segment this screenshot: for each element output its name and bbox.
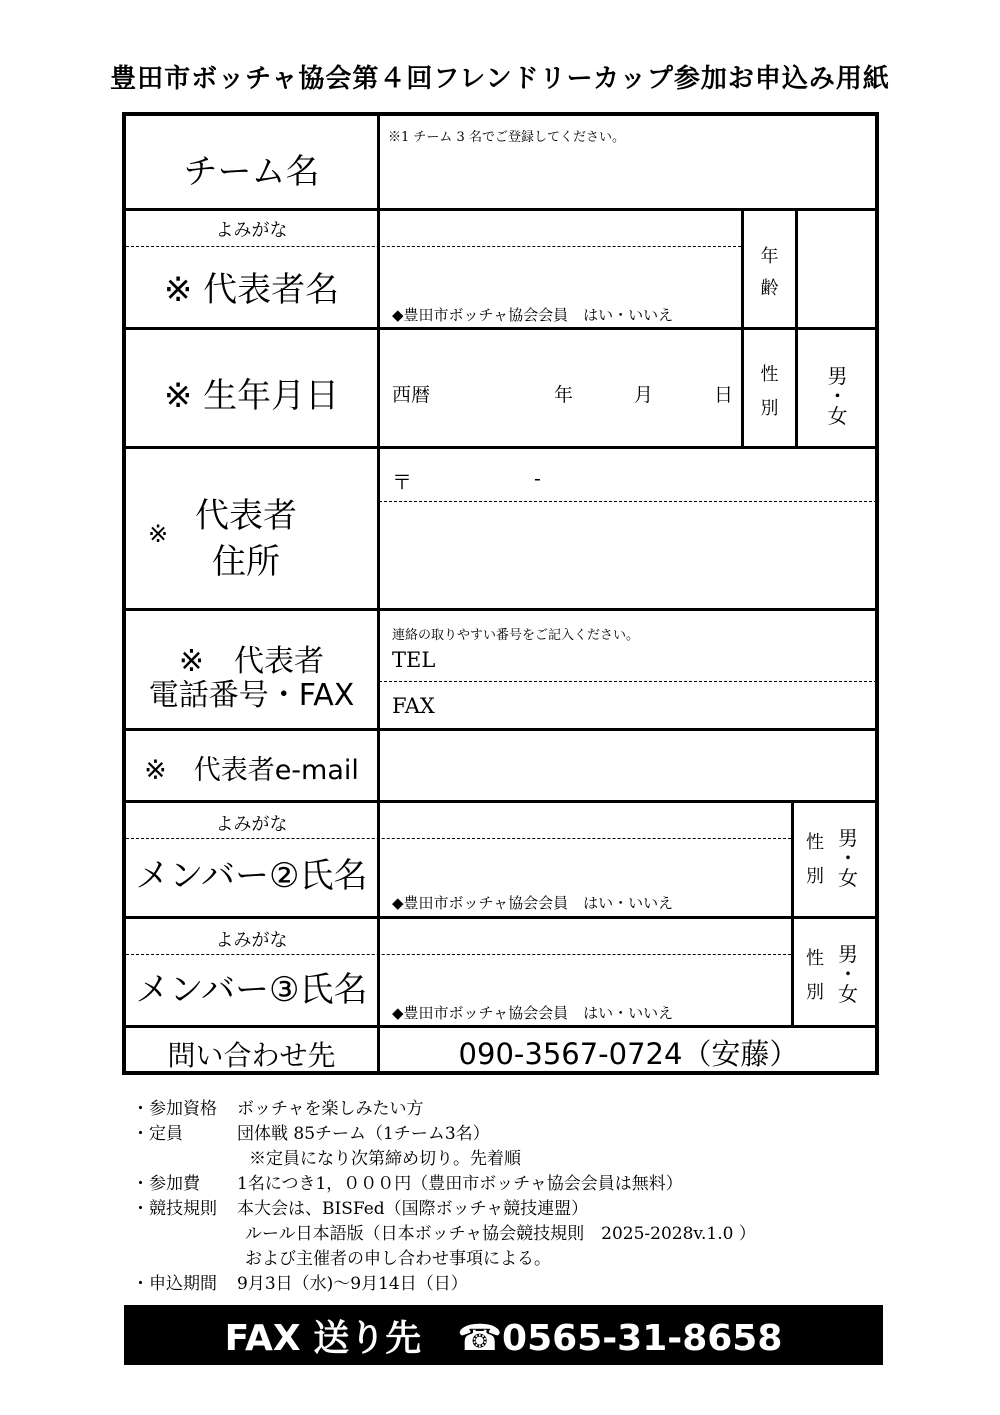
member2-sex-female: 女	[838, 866, 858, 890]
row-divider	[126, 800, 877, 803]
furigana-divider	[126, 246, 741, 247]
member2-furigana-label: よみがな	[215, 814, 288, 835]
row-divider	[126, 446, 877, 449]
contact-label: 問い合わせ先	[167, 1039, 336, 1072]
member2-name-label: メンバー②氏名	[135, 856, 368, 896]
member3-furigana-label: よみがな	[215, 930, 288, 951]
rep-membership-line: ◆豊田市ボッチャ協会会員 はい・いいえ	[392, 306, 674, 324]
info-line-capacity-note	[132, 1144, 521, 1169]
sex-dot-text: ・	[827, 384, 848, 408]
member2-sex-dot: ・	[838, 846, 858, 870]
phone-label-2: 電話番号・FAX	[148, 678, 355, 713]
info-key: ・参加資格	[132, 1099, 217, 1119]
rep-name-label: ※ 代表者名	[163, 270, 340, 310]
member3-sex-label-2: 別	[806, 982, 824, 1003]
info-key: ・競技規則	[132, 1199, 217, 1219]
column-divider	[377, 116, 380, 1073]
row-divider	[126, 327, 877, 330]
day-text: 日	[714, 384, 734, 406]
info-key: ・定員	[132, 1124, 183, 1144]
sex-label-2: 別	[760, 398, 779, 419]
info-line-rules-3	[132, 1244, 551, 1269]
address-label-2: 住所	[212, 542, 280, 582]
age-label-1: 年	[760, 246, 779, 267]
row-divider	[126, 208, 877, 211]
row-divider	[126, 1025, 877, 1028]
furigana-divider	[126, 954, 791, 955]
info-line-rules	[132, 1194, 588, 1219]
row-divider	[126, 728, 877, 731]
info-value: 団体戦 85チーム（1チーム3名）	[237, 1124, 490, 1144]
tel-label: TEL	[392, 648, 436, 672]
address-label-1: 代表者	[195, 496, 297, 536]
fax-destination-bar	[124, 1305, 883, 1365]
column-divider	[791, 802, 794, 1027]
member3-membership-line: ◆豊田市ボッチャ協会会員 はい・いいえ	[392, 1004, 674, 1022]
info-line-rules-2	[132, 1219, 756, 1244]
contact-value: 090-3567-0724（安藤）	[458, 1037, 799, 1071]
page-title: 豊田市ボッチャ協会第４回フレンドリーカップ参加お申込み用紙	[110, 64, 890, 94]
member2-sex-male: 男	[838, 826, 858, 850]
info-line-period	[132, 1269, 468, 1294]
info-value: および主催者の申し合わせ事項による。	[245, 1249, 551, 1269]
row-divider	[126, 916, 877, 919]
month-text: 月	[634, 384, 654, 406]
phone-label-1: ※ 代表者	[178, 644, 325, 679]
info-line-eligibility	[132, 1094, 424, 1119]
info-value: 本大会は、BISFed（国際ボッチャ競技連盟）	[237, 1199, 589, 1219]
member3-sex-label-1: 性	[806, 948, 824, 969]
team-note: ※1 チーム 3 名でご登録してください。	[388, 130, 625, 145]
birth-date-label: ※ 生年月日	[163, 376, 340, 416]
sex-female-text: 女	[827, 404, 848, 428]
info-key: ・申込期間	[132, 1274, 217, 1294]
row-divider	[126, 608, 877, 611]
info-value: ※定員になり次第締め切り。先着順	[249, 1149, 521, 1169]
address-mark: ※	[148, 520, 169, 548]
furigana-divider	[126, 838, 791, 839]
postal-mark: 〒	[392, 470, 412, 494]
member2-sex-label-1: 性	[806, 832, 824, 853]
sex-label-1: 性	[760, 364, 779, 385]
fax-destination-text: FAX 送り先 ☎0565-31-8658	[224, 1317, 783, 1359]
phone-note: 連絡の取りやすい番号をご記入ください。	[392, 628, 640, 643]
rep-furigana-label: よみがな	[215, 220, 288, 241]
fax-label: FAX	[392, 694, 435, 718]
phone-divider	[379, 681, 877, 682]
application-form-table	[122, 112, 879, 1075]
email-label: ※ 代表者e-mail	[144, 755, 359, 786]
info-line-fee	[132, 1169, 683, 1194]
year-text: 年	[554, 384, 574, 406]
info-value: 9月3日（水)〜9月14日（日）	[237, 1274, 468, 1294]
info-line-capacity	[132, 1119, 490, 1144]
member3-name-label: メンバー③氏名	[135, 970, 368, 1010]
age-label-2: 齢	[760, 278, 779, 299]
info-value: ルール日本語版（日本ボッチャ協会競技規則 2025-2028v.1.0 ）	[245, 1224, 756, 1244]
address-divider	[379, 501, 877, 502]
member3-sex-male: 男	[838, 942, 858, 966]
sex-male-text: 男	[827, 364, 848, 388]
seireki-text: 西暦	[392, 384, 431, 406]
member2-membership-line: ◆豊田市ボッチャ協会会員 はい・いいえ	[392, 894, 674, 912]
postal-dash: -	[534, 466, 541, 490]
info-value: 1名につき1，０００円（豊田市ボッチャ協会会員は無料）	[237, 1174, 683, 1194]
member3-sex-female: 女	[838, 982, 858, 1006]
info-key: ・参加費	[132, 1174, 200, 1194]
member2-sex-label-2: 別	[806, 866, 824, 887]
info-value: ボッチャを楽しみたい方	[237, 1099, 424, 1119]
team-name-label: チーム名	[183, 152, 320, 192]
member3-sex-dot: ・	[838, 962, 858, 986]
